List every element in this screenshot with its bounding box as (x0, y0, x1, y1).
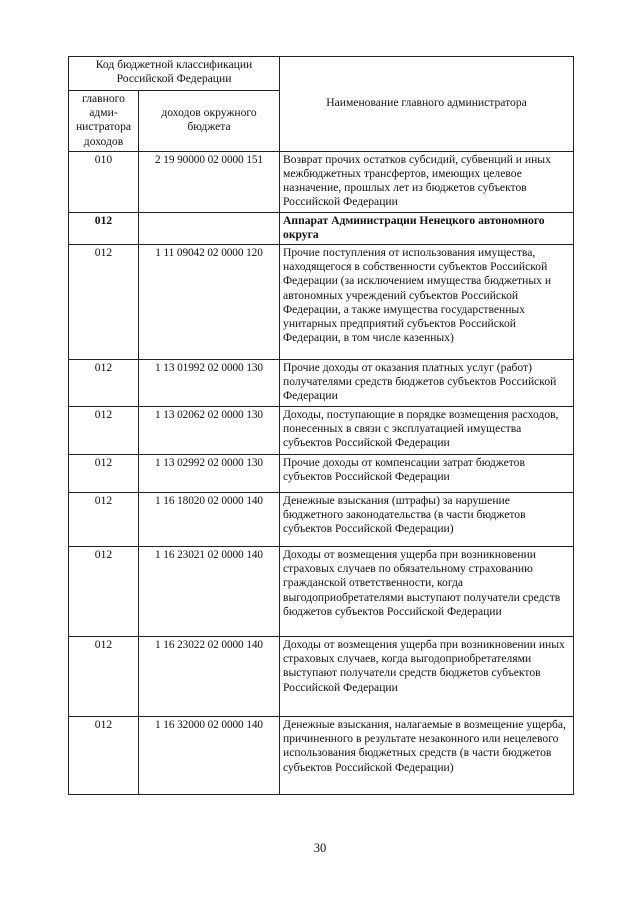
table-row (69, 407, 574, 455)
header-col-name: Наименование главного администратора (280, 57, 574, 152)
page-number: 30 (313, 841, 327, 855)
table-row-section (69, 212, 574, 244)
table-row (69, 151, 574, 212)
admin-code-cell: 012 (69, 407, 139, 455)
budget-classification-table (68, 56, 574, 795)
table-body (69, 57, 574, 795)
admin-code-cell: 012 (69, 493, 139, 547)
income-code-cell: 1 13 01992 02 0000 130 (139, 360, 280, 407)
administrator-name-cell: Прочие доходы от компенсации затрат бюджетов субъектов Российской Федерации (280, 455, 574, 493)
administrator-name-cell: Денежные взыскания, налагаемые в возмещение ущерба, причиненного в результате незаконного или нецелевого использования бюджетных средств (в части бюджетов субъектов Российской Федерации) (280, 717, 574, 795)
header-row-group (69, 57, 574, 91)
income-code-cell: 1 13 02992 02 0000 130 (139, 455, 280, 493)
admin-code-cell: 010 (69, 151, 139, 212)
admin-code-cell: 012 (69, 455, 139, 493)
administrator-name-cell: Доходы от возмещения ущерба при возникновении иных страховых случаев, когда выгодоприобретателями выступают получатели средств бюджетов субъектов Российской Федерации (280, 637, 574, 717)
admin-code-cell: 012 (69, 360, 139, 407)
admin-code-cell: 012 (69, 245, 139, 360)
table-row (69, 455, 574, 493)
admin-code-cell: 012 (69, 637, 139, 717)
administrator-name-cell: Доходы, поступающие в порядке возмещения расходов, понесенных в связи с эксплуатацией имущества субъектов Российской Федерации (280, 407, 574, 455)
table-row (69, 245, 574, 360)
administrator-name-cell: Доходы от возмещения ущерба при возникновении страховых случаев по обязательному страхованию гражданской ответственности, когда выгодоприобретателями выступают получатели средств бюджетов субъектов Российской Федерации (280, 547, 574, 637)
income-code-cell (139, 212, 280, 244)
table-row (69, 493, 574, 547)
income-code-cell: 1 16 18020 02 0000 140 (139, 493, 280, 547)
admin-code-cell: 012 (69, 717, 139, 795)
administrator-name-cell: Прочие доходы от оказания платных услуг (работ) получателями средств бюджетов субъектов Российской Федерации (280, 360, 574, 407)
income-code-cell: 1 13 02062 02 0000 130 (139, 407, 280, 455)
income-code-cell: 2 19 90000 02 0000 151 (139, 151, 280, 212)
admin-code-cell: 012 (69, 212, 139, 244)
header-col-admin: главного адми-нистратора доходов (69, 91, 139, 152)
header-col-code: доходов окружного бюджета (139, 91, 280, 152)
administrator-name-cell: Прочие поступления от использования имущества, находящегося в собственности субъектов Российской Федерации (за исключением имущества бюджетных и автономных учреждений субъектов Российской Федерации, а также имущества государственных унитарных предприятий субъектов Российской Федерации, в том числе казенных) (280, 245, 574, 360)
administrator-name-cell: Аппарат Администрации Ненецкого автономного округа (280, 212, 574, 244)
administrator-name-cell: Денежные взыскания (штрафы) за нарушение бюджетного законодательства (в части бюджетов субъектов Российской Федерации) (280, 493, 574, 547)
administrator-name-cell: Возврат прочих остатков субсидий, субвенций и иных межбюджетных трансфертов, имеющих целевое назначение, прошлых лет из бюджетов субъектов Российской Федерации (280, 151, 574, 212)
income-code-cell: 1 11 09042 02 0000 120 (139, 245, 280, 360)
income-code-cell: 1 16 32000 02 0000 140 (139, 717, 280, 795)
table-row (69, 637, 574, 717)
income-code-cell: 1 16 23022 02 0000 140 (139, 637, 280, 717)
table-row (69, 717, 574, 795)
table-row (69, 360, 574, 407)
header-group-label: Код бюджетной классификации Российской Федерации (69, 57, 280, 91)
table-row (69, 547, 574, 637)
admin-code-cell: 012 (69, 547, 139, 637)
income-code-cell: 1 16 23021 02 0000 140 (139, 547, 280, 637)
